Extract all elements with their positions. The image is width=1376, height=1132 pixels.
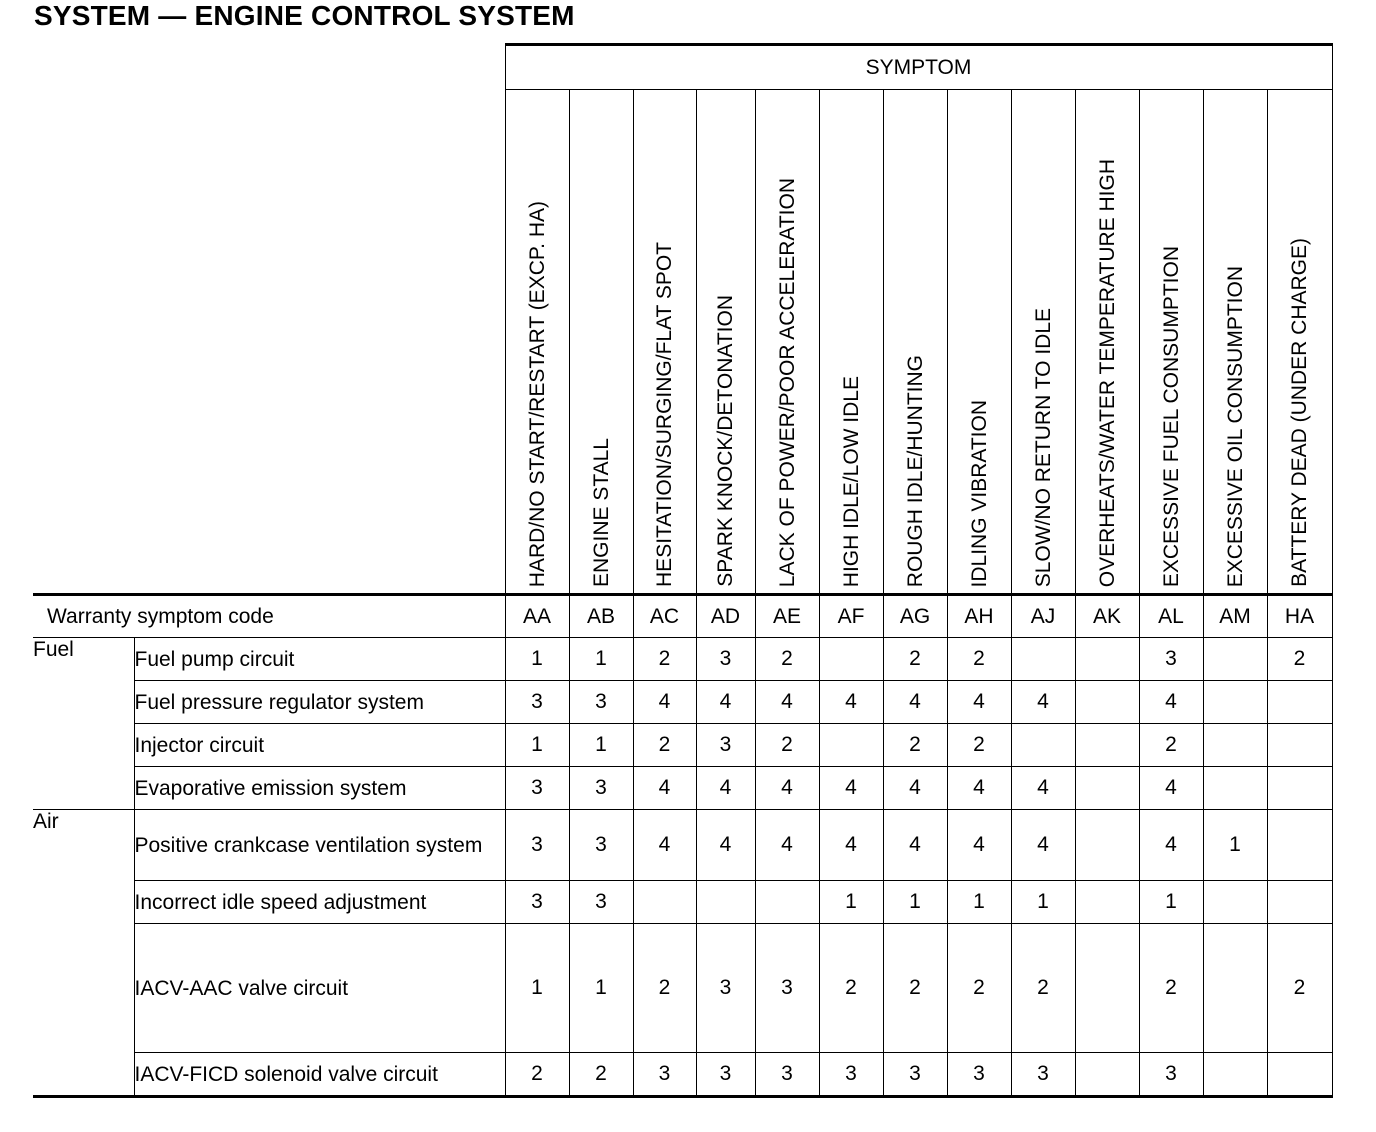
priority-value-cell: 3 [569, 810, 633, 881]
warranty-code-label: Warranty symptom code [33, 595, 505, 638]
priority-value-cell: 3 [696, 638, 755, 681]
symptom-column-header [1075, 90, 1139, 595]
priority-value-cell: 3 [755, 924, 819, 1053]
warranty-code-cell: AH [947, 595, 1011, 638]
priority-value-cell: 4 [1139, 681, 1203, 724]
check-item-label: Fuel pump circuit [134, 638, 505, 681]
priority-value-cell: 4 [819, 767, 883, 810]
priority-value-cell: 3 [696, 1053, 755, 1097]
priority-value-cell: 3 [505, 810, 569, 881]
priority-value-cell: 4 [1011, 681, 1075, 724]
check-item-label: Positive crankcase ventilation system [134, 810, 505, 881]
priority-value-cell [1075, 810, 1139, 881]
priority-value-cell: 3 [696, 724, 755, 767]
priority-value-cell: 2 [633, 724, 696, 767]
priority-value-cell [819, 724, 883, 767]
priority-value-cell: 3 [755, 1053, 819, 1097]
priority-value-cell [1203, 681, 1267, 724]
priority-value-cell: 4 [1011, 810, 1075, 881]
priority-value-cell: 2 [1267, 638, 1332, 681]
symptom-column-header [1203, 90, 1267, 595]
priority-value-cell: 4 [696, 810, 755, 881]
priority-value-cell: 4 [947, 810, 1011, 881]
priority-value-cell: 2 [1267, 924, 1332, 1053]
table-row [33, 1053, 1332, 1097]
priority-value-cell [1203, 724, 1267, 767]
symptom-column-header [696, 90, 755, 595]
priority-value-cell [1267, 881, 1332, 924]
symptom-column-label: ENGINE STALL [589, 438, 613, 587]
priority-value-cell: 3 [633, 1053, 696, 1097]
symptom-column-label: HARD/NO START/RESTART (EXCP. HA) [525, 200, 549, 587]
priority-value-cell: 1 [883, 881, 947, 924]
priority-value-cell: 1 [569, 638, 633, 681]
symptom-matrix-table [33, 43, 1333, 1098]
symptom-column-header [883, 90, 947, 595]
priority-value-cell: 4 [1011, 767, 1075, 810]
check-item-label: IACV-FICD solenoid valve circuit [134, 1053, 505, 1097]
priority-value-cell [633, 881, 696, 924]
priority-value-cell: 3 [947, 1053, 1011, 1097]
priority-value-cell: 4 [883, 681, 947, 724]
priority-value-cell: 4 [633, 767, 696, 810]
symptom-column-label: OVERHEATS/WATER TEMPERATURE HIGH [1095, 158, 1119, 587]
priority-value-cell: 4 [883, 767, 947, 810]
priority-value-cell: 3 [819, 1053, 883, 1097]
priority-value-cell: 4 [755, 767, 819, 810]
priority-value-cell [1075, 724, 1139, 767]
warranty-code-cell: AE [755, 595, 819, 638]
priority-value-cell: 2 [505, 1053, 569, 1097]
priority-value-cell: 4 [947, 767, 1011, 810]
symptom-column-label: LACK OF POWER/POOR ACCELERATION [775, 177, 799, 587]
check-item-label: Incorrect idle speed adjustment [134, 881, 505, 924]
priority-value-cell: 1 [1139, 881, 1203, 924]
priority-value-cell: 4 [883, 810, 947, 881]
priority-value-cell: 2 [883, 724, 947, 767]
symptom-column-label: HIGH IDLE/LOW IDLE [839, 375, 863, 587]
symptom-column-header [505, 90, 569, 595]
priority-value-cell: 4 [633, 810, 696, 881]
table-row [33, 681, 1332, 724]
system-group-label: Fuel [33, 638, 134, 810]
priority-value-cell: 1 [505, 924, 569, 1053]
symptom-column-header [1267, 90, 1332, 595]
warranty-code-cell: AC [633, 595, 696, 638]
symptom-column-header [569, 90, 633, 595]
warranty-code-cell: AK [1075, 595, 1139, 638]
priority-value-cell: 2 [883, 924, 947, 1053]
priority-value-cell: 2 [947, 638, 1011, 681]
priority-value-cell [819, 638, 883, 681]
priority-value-cell [1203, 881, 1267, 924]
priority-value-cell [1267, 810, 1332, 881]
symptom-column-label: SLOW/NO RETURN TO IDLE [1031, 307, 1055, 587]
warranty-code-cell: AL [1139, 595, 1203, 638]
priority-value-cell [1203, 924, 1267, 1053]
system-group-label: Air [33, 810, 134, 1097]
priority-value-cell [1267, 767, 1332, 810]
priority-value-cell: 2 [947, 924, 1011, 1053]
table-corner-blank [33, 45, 505, 595]
table-row [33, 724, 1332, 767]
priority-value-cell [1075, 881, 1139, 924]
priority-value-cell: 3 [569, 681, 633, 724]
check-item-label: IACV-AAC valve circuit [134, 924, 505, 1053]
priority-value-cell [1075, 767, 1139, 810]
priority-value-cell: 1 [1011, 881, 1075, 924]
priority-value-cell [1011, 724, 1075, 767]
priority-value-cell: 2 [819, 924, 883, 1053]
priority-value-cell: 1 [947, 881, 1011, 924]
priority-value-cell: 1 [505, 724, 569, 767]
table-row [33, 810, 1332, 881]
priority-value-cell [1011, 638, 1075, 681]
table-row [33, 881, 1332, 924]
symptom-column-label: HESITATION/SURGING/FLAT SPOT [653, 242, 676, 587]
warranty-code-cell: AJ [1011, 595, 1075, 638]
warranty-code-cell: AM [1203, 595, 1267, 638]
priority-value-cell [1267, 681, 1332, 724]
priority-value-cell: 2 [1011, 924, 1075, 1053]
priority-value-cell: 4 [696, 681, 755, 724]
priority-value-cell: 4 [755, 681, 819, 724]
priority-value-cell [1075, 681, 1139, 724]
priority-value-cell [1075, 924, 1139, 1053]
check-item-label: Evaporative emission system [134, 767, 505, 810]
warranty-code-cell: AD [696, 595, 755, 638]
priority-value-cell: 3 [505, 881, 569, 924]
priority-value-cell [1203, 1053, 1267, 1097]
priority-value-cell [1267, 1053, 1332, 1097]
priority-value-cell: 3 [696, 924, 755, 1053]
warranty-code-cell: HA [1267, 595, 1332, 638]
priority-value-cell: 4 [1139, 810, 1203, 881]
priority-value-cell [1203, 638, 1267, 681]
priority-value-cell: 2 [1139, 924, 1203, 1053]
warranty-code-cell: AB [569, 595, 633, 638]
check-item-label: Fuel pressure regulator system [134, 681, 505, 724]
table-row [33, 767, 1332, 810]
priority-value-cell [755, 881, 819, 924]
symptom-column-label: EXCESSIVE OIL CONSUMPTION [1223, 265, 1247, 587]
symptom-column-label: IDLING VIBRATION [967, 399, 991, 587]
priority-value-cell: 2 [633, 638, 696, 681]
priority-value-cell [1075, 638, 1139, 681]
priority-value-cell: 2 [569, 1053, 633, 1097]
priority-value-cell: 1 [1203, 810, 1267, 881]
warranty-code-cell: AF [819, 595, 883, 638]
page-title: SYSTEM — ENGINE CONTROL SYSTEM [34, 0, 575, 31]
symptom-column-header [633, 90, 696, 595]
priority-value-cell: 2 [633, 924, 696, 1053]
priority-value-cell: 1 [569, 724, 633, 767]
symptom-column-label: ROUGH IDLE/HUNTING [903, 354, 927, 587]
priority-value-cell: 4 [696, 767, 755, 810]
priority-value-cell: 3 [1139, 1053, 1203, 1097]
priority-value-cell: 2 [755, 724, 819, 767]
priority-value-cell [1075, 1053, 1139, 1097]
symptom-column-label: SPARK KNOCK/DETONATION [714, 295, 737, 587]
priority-value-cell: 1 [505, 638, 569, 681]
priority-value-cell: 3 [883, 1053, 947, 1097]
symptom-column-header [1139, 90, 1203, 595]
warranty-code-cell: AA [505, 595, 569, 638]
symptom-column-label: EXCESSIVE FUEL CONSUMPTION [1159, 245, 1183, 587]
symptom-column-header [755, 90, 819, 595]
priority-value-cell: 3 [1139, 638, 1203, 681]
symptom-column-header [947, 90, 1011, 595]
priority-value-cell [696, 881, 755, 924]
priority-value-cell: 3 [1011, 1053, 1075, 1097]
symptom-header: SYMPTOM [505, 45, 1332, 90]
priority-value-cell: 4 [1139, 767, 1203, 810]
priority-value-cell: 4 [947, 681, 1011, 724]
priority-value-cell: 2 [1139, 724, 1203, 767]
priority-value-cell: 1 [569, 924, 633, 1053]
priority-value-cell: 2 [883, 638, 947, 681]
priority-value-cell: 3 [569, 881, 633, 924]
priority-value-cell: 3 [505, 767, 569, 810]
priority-value-cell: 1 [819, 881, 883, 924]
warranty-code-cell: AG [883, 595, 947, 638]
priority-value-cell: 4 [819, 810, 883, 881]
priority-value-cell: 2 [755, 638, 819, 681]
table-row [33, 638, 1332, 681]
priority-value-cell: 4 [819, 681, 883, 724]
priority-value-cell: 2 [947, 724, 1011, 767]
check-item-label: Injector circuit [134, 724, 505, 767]
priority-value-cell [1203, 767, 1267, 810]
table-row [33, 924, 1332, 1053]
priority-value-cell [1267, 724, 1332, 767]
priority-value-cell: 4 [755, 810, 819, 881]
symptom-column-label: BATTERY DEAD (UNDER CHARGE) [1288, 238, 1311, 587]
priority-value-cell: 3 [569, 767, 633, 810]
priority-value-cell: 3 [505, 681, 569, 724]
symptom-column-header [819, 90, 883, 595]
symptom-column-header [1011, 90, 1075, 595]
priority-value-cell: 4 [633, 681, 696, 724]
